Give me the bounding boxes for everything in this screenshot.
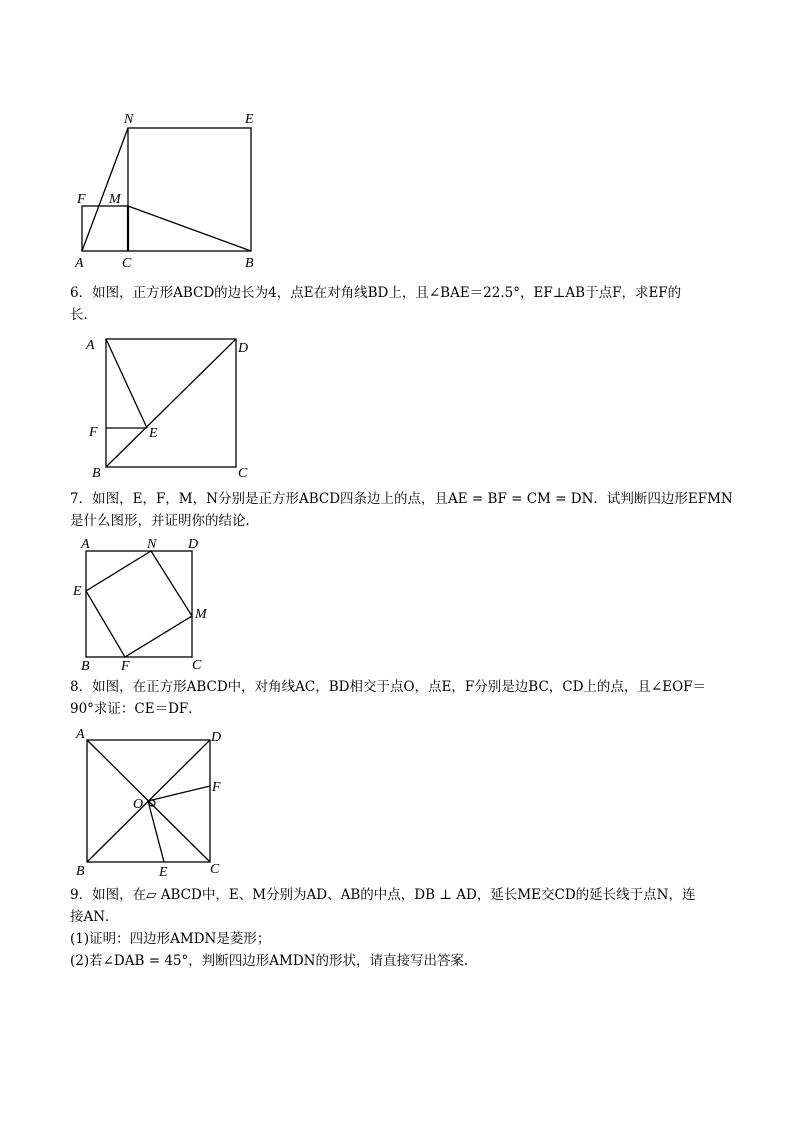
q9-text-line2: 接AN． (70, 909, 119, 925)
q7-text-line1: 7．如图，E，F，M，N分别是正方形ABCD四条边上的点，且AE = BF = CM = DN．试判断四边形EFMN (70, 491, 733, 507)
square-small (82, 206, 128, 251)
segment-ae (106, 339, 147, 428)
label-e: E (73, 584, 82, 599)
q7-text-line2: 是什么图形，并证明你的结论． (70, 513, 259, 529)
square-large (128, 128, 251, 251)
label-e: E (159, 865, 168, 880)
label-m: M (109, 192, 121, 207)
q6-text-line1: 6．如图，正方形ABCD的边长为4，点E在对角线BD上，且∠BAE＝22.5°，EF⊥AB于点F，求EF的 (70, 285, 682, 301)
q8-text-line2: 90°求证：CE＝DF． (70, 701, 202, 717)
segment-mb (128, 206, 251, 251)
segment-an (82, 128, 128, 251)
label-f: F (121, 659, 130, 674)
figure-squares-nemc (74, 112, 254, 271)
label-c: C (210, 862, 220, 877)
label-b: B (81, 659, 90, 674)
label-d: D (188, 537, 199, 552)
label-d: D (211, 730, 222, 745)
label-f: F (212, 780, 221, 795)
label-f: F (77, 192, 86, 207)
label-o: O (133, 797, 144, 812)
label-c: C (192, 658, 202, 673)
label-e: E (149, 426, 158, 441)
label-a: A (75, 256, 84, 271)
segment-oe (148, 801, 164, 862)
label-a: A (81, 537, 90, 552)
label-m: M (195, 607, 207, 622)
q8-text-line1: 8．如图，在正方形ABCD中，对角线AC，BD相交于点O，点E，F分别是边BC，CD上的点，且∠EOF＝ (70, 679, 707, 695)
q9-part2: (2)若∠DAB = 45°，判断四边形AMDN的形状，请直接写出答案． (70, 953, 478, 969)
figure-q7 (72, 537, 208, 674)
label-n: N (147, 537, 157, 552)
label-n: N (124, 112, 134, 127)
label-c: C (238, 466, 248, 481)
label-b: B (92, 466, 101, 481)
label-a: A (76, 727, 85, 742)
q9-text-line1: 9．如图，在▱ ABCD中，E、M分别为AD、AB的中点，DB ⊥ AD，延长ME交CD的延长线于点N，连 (70, 887, 696, 903)
quad-nmfe (86, 551, 192, 657)
label-f: F (89, 425, 98, 440)
figure-q8 (75, 727, 221, 880)
label-d: D (238, 341, 249, 356)
diagonal-bd (106, 339, 236, 467)
square-abcd (86, 551, 192, 657)
q9-part1: (1)证明：四边形AMDN是菱形； (70, 931, 271, 947)
label-b: B (245, 256, 254, 271)
q6-text-line2: 长． (70, 307, 97, 323)
segment-of (148, 786, 210, 801)
label-c: C (122, 256, 132, 271)
label-a: A (86, 338, 95, 353)
label-b: B (76, 864, 85, 879)
label-e: E (245, 112, 254, 127)
figure-q6 (85, 338, 248, 481)
